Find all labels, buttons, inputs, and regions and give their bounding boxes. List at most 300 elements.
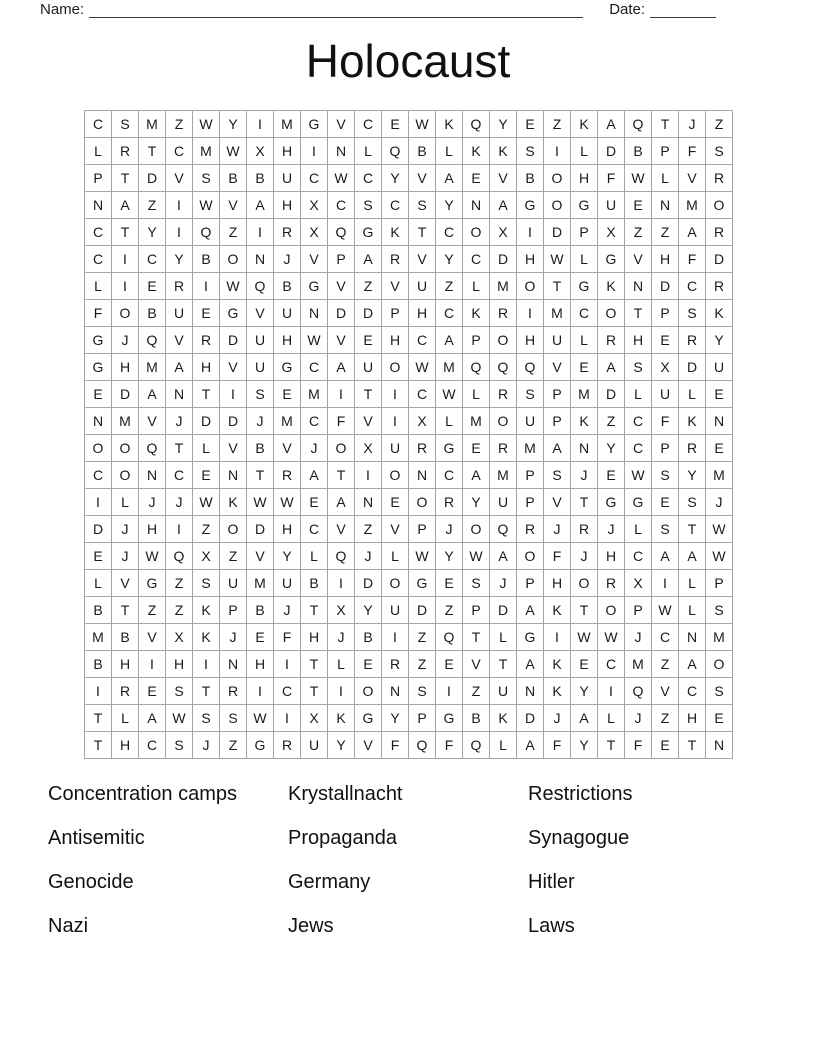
- grid-cell: F: [85, 300, 112, 327]
- grid-cell: B: [625, 138, 652, 165]
- grid-cell: V: [328, 111, 355, 138]
- grid-cell: T: [598, 732, 625, 759]
- grid-cell: J: [625, 624, 652, 651]
- grid-cell: A: [544, 435, 571, 462]
- grid-cell: C: [463, 246, 490, 273]
- grid-cell: V: [355, 408, 382, 435]
- grid-cell: S: [706, 678, 733, 705]
- grid-cell: G: [220, 300, 247, 327]
- grid-cell: C: [139, 246, 166, 273]
- grid-cell: Z: [652, 651, 679, 678]
- grid-cell: U: [220, 570, 247, 597]
- grid-cell: N: [301, 300, 328, 327]
- grid-cell: H: [652, 246, 679, 273]
- grid-cell: U: [490, 678, 517, 705]
- grid-cell: A: [598, 111, 625, 138]
- grid-cell: D: [139, 165, 166, 192]
- grid-cell: G: [85, 327, 112, 354]
- grid-cell: T: [355, 381, 382, 408]
- grid-cell: Q: [463, 354, 490, 381]
- grid-cell: Q: [625, 111, 652, 138]
- grid-cell: I: [166, 516, 193, 543]
- grid-cell: C: [301, 165, 328, 192]
- grid-cell: J: [166, 408, 193, 435]
- grid-cell: I: [220, 381, 247, 408]
- grid-row: [85, 300, 733, 327]
- grid-cell: O: [463, 219, 490, 246]
- grid-row: [85, 489, 733, 516]
- grid-cell: N: [625, 273, 652, 300]
- grid-cell: K: [544, 678, 571, 705]
- grid-cell: M: [517, 435, 544, 462]
- grid-cell: M: [463, 408, 490, 435]
- grid-cell: B: [247, 435, 274, 462]
- grid-cell: J: [220, 624, 247, 651]
- grid-cell: R: [679, 435, 706, 462]
- grid-cell: X: [247, 138, 274, 165]
- grid-cell: C: [355, 165, 382, 192]
- grid-cell: E: [706, 435, 733, 462]
- grid-cell: M: [112, 408, 139, 435]
- grid-row: [85, 678, 733, 705]
- grid-cell: J: [679, 111, 706, 138]
- grid-cell: T: [139, 138, 166, 165]
- grid-cell: O: [382, 570, 409, 597]
- grid-cell: V: [247, 300, 274, 327]
- grid-cell: B: [85, 597, 112, 624]
- grid-cell: L: [625, 516, 652, 543]
- grid-cell: T: [409, 219, 436, 246]
- grid-cell: I: [517, 300, 544, 327]
- grid-cell: P: [706, 570, 733, 597]
- grid-cell: R: [274, 462, 301, 489]
- grid-cell: D: [355, 570, 382, 597]
- grid-cell: D: [328, 300, 355, 327]
- grid-cell: R: [517, 516, 544, 543]
- grid-cell: A: [328, 354, 355, 381]
- grid-cell: D: [598, 381, 625, 408]
- grid-cell: U: [706, 354, 733, 381]
- grid-cell: K: [328, 705, 355, 732]
- grid-cell: C: [355, 111, 382, 138]
- word-bank-column: [528, 779, 768, 955]
- page-title: Holocaust: [305, 35, 511, 87]
- grid-cell: O: [382, 462, 409, 489]
- grid-cell: L: [598, 705, 625, 732]
- grid-cell: R: [112, 678, 139, 705]
- grid-cell: V: [382, 516, 409, 543]
- grid-cell: V: [409, 246, 436, 273]
- grid-cell: D: [112, 381, 139, 408]
- grid-cell: I: [382, 408, 409, 435]
- grid-cell: X: [355, 435, 382, 462]
- grid-cell: I: [598, 678, 625, 705]
- grid-cell: R: [409, 435, 436, 462]
- grid-cell: J: [301, 435, 328, 462]
- grid-cell: A: [517, 732, 544, 759]
- grid-cell: S: [247, 381, 274, 408]
- grid-row: [85, 570, 733, 597]
- grid-cell: M: [85, 624, 112, 651]
- grid-cell: I: [274, 651, 301, 678]
- grid-cell: Y: [328, 732, 355, 759]
- grid-cell: M: [274, 408, 301, 435]
- grid-cell: R: [112, 138, 139, 165]
- grid-cell: C: [625, 543, 652, 570]
- grid-cell: C: [679, 678, 706, 705]
- grid-cell: L: [436, 138, 463, 165]
- grid-cell: Q: [517, 354, 544, 381]
- grid-cell: L: [382, 543, 409, 570]
- grid-cell: D: [517, 705, 544, 732]
- word-search-grid-body: [85, 111, 733, 759]
- grid-cell: C: [85, 219, 112, 246]
- grid-cell: U: [517, 408, 544, 435]
- grid-cell: V: [139, 408, 166, 435]
- grid-cell: E: [706, 705, 733, 732]
- grid-cell: A: [139, 381, 166, 408]
- grid-cell: I: [247, 678, 274, 705]
- word-bank-item: Nazi: [48, 915, 89, 937]
- word-bank-item: Concentration camps: [48, 783, 237, 805]
- grid-cell: J: [355, 543, 382, 570]
- grid-cell: O: [706, 651, 733, 678]
- grid-cell: J: [328, 624, 355, 651]
- grid-cell: F: [544, 543, 571, 570]
- grid-cell: I: [166, 219, 193, 246]
- grid-cell: V: [625, 246, 652, 273]
- grid-cell: V: [328, 273, 355, 300]
- grid-cell: P: [328, 246, 355, 273]
- grid-cell: K: [544, 597, 571, 624]
- grid-cell: P: [85, 165, 112, 192]
- grid-cell: J: [139, 489, 166, 516]
- grid-cell: Q: [436, 624, 463, 651]
- grid-cell: M: [436, 354, 463, 381]
- grid-cell: T: [490, 651, 517, 678]
- grid-cell: V: [166, 327, 193, 354]
- grid-cell: U: [247, 354, 274, 381]
- grid-cell: M: [625, 651, 652, 678]
- grid-cell: K: [598, 273, 625, 300]
- name-label: Name:: [40, 1, 85, 18]
- grid-cell: P: [652, 138, 679, 165]
- grid-row: [85, 381, 733, 408]
- grid-cell: K: [490, 705, 517, 732]
- grid-cell: B: [517, 165, 544, 192]
- grid-cell: O: [112, 300, 139, 327]
- word-bank-item: Genocide: [48, 871, 134, 893]
- grid-cell: F: [544, 732, 571, 759]
- grid-cell: E: [382, 111, 409, 138]
- grid-cell: B: [112, 624, 139, 651]
- grid-cell: P: [382, 300, 409, 327]
- grid-cell: C: [301, 516, 328, 543]
- grid-cell: W: [193, 192, 220, 219]
- grid-cell: A: [301, 462, 328, 489]
- grid-cell: L: [652, 165, 679, 192]
- grid-cell: N: [328, 138, 355, 165]
- grid-cell: V: [328, 516, 355, 543]
- grid-cell: Z: [355, 516, 382, 543]
- grid-cell: Z: [355, 273, 382, 300]
- word-bank-item: Synagogue: [528, 827, 630, 849]
- grid-cell: D: [490, 597, 517, 624]
- grid-cell: L: [463, 381, 490, 408]
- grid-cell: Z: [652, 705, 679, 732]
- grid-cell: B: [301, 570, 328, 597]
- grid-cell: S: [193, 570, 220, 597]
- grid-cell: O: [517, 273, 544, 300]
- grid-cell: L: [625, 381, 652, 408]
- grid-cell: W: [409, 354, 436, 381]
- grid-cell: Q: [463, 111, 490, 138]
- grid-cell: H: [112, 354, 139, 381]
- grid-cell: C: [436, 219, 463, 246]
- grid-cell: U: [301, 732, 328, 759]
- grid-cell: T: [112, 597, 139, 624]
- grid-cell: N: [247, 246, 274, 273]
- grid-cell: J: [112, 516, 139, 543]
- grid-cell: J: [544, 516, 571, 543]
- grid-cell: D: [85, 516, 112, 543]
- grid-cell: F: [382, 732, 409, 759]
- grid-cell: R: [274, 732, 301, 759]
- grid-cell: P: [625, 597, 652, 624]
- grid-cell: Q: [166, 543, 193, 570]
- grid-cell: Y: [382, 165, 409, 192]
- grid-cell: L: [571, 246, 598, 273]
- grid-cell: L: [463, 273, 490, 300]
- grid-cell: T: [679, 516, 706, 543]
- grid-cell: G: [409, 570, 436, 597]
- grid-cell: R: [598, 327, 625, 354]
- grid-cell: H: [571, 165, 598, 192]
- grid-cell: E: [598, 462, 625, 489]
- grid-cell: T: [112, 219, 139, 246]
- grid-cell: Z: [409, 624, 436, 651]
- grid-cell: P: [220, 597, 247, 624]
- grid-cell: J: [598, 516, 625, 543]
- grid-cell: W: [247, 489, 274, 516]
- grid-cell: V: [679, 165, 706, 192]
- grid-cell: S: [193, 705, 220, 732]
- grid-cell: A: [679, 543, 706, 570]
- grid-cell: M: [544, 300, 571, 327]
- word-bank-item: Propaganda: [288, 827, 397, 849]
- grid-cell: B: [220, 165, 247, 192]
- word-search-grid: [84, 110, 733, 759]
- grid-cell: X: [301, 705, 328, 732]
- grid-cell: U: [274, 300, 301, 327]
- grid-cell: B: [139, 300, 166, 327]
- grid-cell: W: [706, 543, 733, 570]
- grid-cell: G: [436, 705, 463, 732]
- grid-cell: V: [301, 246, 328, 273]
- grid-cell: P: [652, 435, 679, 462]
- grid-cell: E: [355, 327, 382, 354]
- grid-cell: Y: [490, 111, 517, 138]
- grid-cell: G: [355, 705, 382, 732]
- grid-cell: B: [409, 138, 436, 165]
- grid-cell: V: [382, 273, 409, 300]
- grid-cell: R: [706, 165, 733, 192]
- grid-cell: R: [490, 381, 517, 408]
- grid-cell: R: [490, 435, 517, 462]
- grid-cell: T: [112, 165, 139, 192]
- grid-cell: N: [85, 192, 112, 219]
- grid-cell: R: [166, 273, 193, 300]
- grid-cell: W: [409, 543, 436, 570]
- grid-cell: J: [112, 543, 139, 570]
- grid-cell: D: [220, 408, 247, 435]
- grid-cell: O: [85, 435, 112, 462]
- grid-cell: T: [301, 678, 328, 705]
- grid-cell: A: [436, 327, 463, 354]
- grid-cell: N: [652, 192, 679, 219]
- grid-cell: J: [571, 543, 598, 570]
- grid-cell: N: [85, 408, 112, 435]
- grid-cell: E: [85, 543, 112, 570]
- word-bank-column: [288, 779, 528, 955]
- grid-cell: C: [625, 408, 652, 435]
- grid-cell: H: [382, 327, 409, 354]
- grid-cell: T: [193, 381, 220, 408]
- grid-cell: U: [355, 354, 382, 381]
- grid-cell: E: [274, 381, 301, 408]
- grid-cell: A: [463, 462, 490, 489]
- grid-cell: Q: [193, 219, 220, 246]
- grid-cell: K: [220, 489, 247, 516]
- grid-cell: I: [301, 138, 328, 165]
- grid-cell: I: [544, 138, 571, 165]
- grid-cell: K: [463, 300, 490, 327]
- grid-cell: A: [679, 219, 706, 246]
- grid-cell: S: [706, 597, 733, 624]
- grid-cell: T: [193, 678, 220, 705]
- grid-cell: K: [193, 624, 220, 651]
- grid-cell: H: [139, 516, 166, 543]
- grid-cell: K: [571, 408, 598, 435]
- grid-cell: S: [355, 192, 382, 219]
- grid-cell: A: [436, 165, 463, 192]
- grid-cell: J: [706, 489, 733, 516]
- grid-cell: L: [571, 327, 598, 354]
- grid-cell: I: [652, 570, 679, 597]
- grid-cell: E: [652, 489, 679, 516]
- grid-cell: R: [706, 219, 733, 246]
- grid-cell: Z: [193, 516, 220, 543]
- grid-cell: B: [355, 624, 382, 651]
- grid-cell: Q: [490, 354, 517, 381]
- grid-cell: V: [544, 354, 571, 381]
- grid-cell: U: [382, 597, 409, 624]
- grid-cell: Y: [706, 327, 733, 354]
- grid-cell: P: [517, 489, 544, 516]
- grid-cell: Q: [409, 732, 436, 759]
- grid-cell: T: [328, 462, 355, 489]
- grid-cell: H: [625, 327, 652, 354]
- grid-cell: A: [112, 192, 139, 219]
- grid-cell: T: [301, 651, 328, 678]
- grid-cell: G: [571, 192, 598, 219]
- grid-cell: C: [328, 192, 355, 219]
- grid-cell: U: [247, 327, 274, 354]
- grid-cell: Z: [409, 651, 436, 678]
- grid-cell: T: [571, 597, 598, 624]
- grid-cell: O: [517, 543, 544, 570]
- header-row: [40, 1, 740, 18]
- grid-cell: A: [517, 597, 544, 624]
- grid-cell: L: [679, 597, 706, 624]
- grid-cell: I: [112, 246, 139, 273]
- grid-cell: P: [463, 597, 490, 624]
- grid-cell: G: [598, 489, 625, 516]
- grid-cell: W: [247, 705, 274, 732]
- grid-cell: V: [247, 543, 274, 570]
- grid-cell: M: [193, 138, 220, 165]
- grid-cell: V: [652, 678, 679, 705]
- grid-cell: C: [598, 651, 625, 678]
- grid-cell: R: [679, 327, 706, 354]
- grid-cell: L: [301, 543, 328, 570]
- grid-row: [85, 165, 733, 192]
- grid-cell: M: [274, 111, 301, 138]
- grid-cell: V: [220, 435, 247, 462]
- grid-cell: V: [409, 165, 436, 192]
- grid-row: [85, 273, 733, 300]
- grid-cell: Q: [490, 516, 517, 543]
- grid-row: [85, 192, 733, 219]
- grid-cell: B: [463, 705, 490, 732]
- grid-cell: L: [490, 624, 517, 651]
- grid-cell: Z: [166, 570, 193, 597]
- grid-cell: N: [706, 408, 733, 435]
- grid-cell: T: [652, 111, 679, 138]
- grid-cell: P: [652, 300, 679, 327]
- grid-cell: X: [166, 624, 193, 651]
- grid-cell: H: [166, 651, 193, 678]
- grid-cell: I: [193, 651, 220, 678]
- grid-cell: W: [193, 111, 220, 138]
- grid-row: [85, 651, 733, 678]
- grid-row: [85, 354, 733, 381]
- grid-cell: G: [598, 246, 625, 273]
- grid-cell: S: [193, 165, 220, 192]
- grid-cell: G: [247, 732, 274, 759]
- grid-cell: S: [409, 678, 436, 705]
- grid-cell: Z: [139, 192, 166, 219]
- grid-cell: S: [166, 678, 193, 705]
- grid-cell: W: [706, 516, 733, 543]
- name-blank-line: [89, 2, 583, 18]
- grid-cell: J: [112, 327, 139, 354]
- grid-row: [85, 732, 733, 759]
- grid-cell: Z: [652, 219, 679, 246]
- grid-cell: A: [490, 543, 517, 570]
- grid-cell: Y: [571, 732, 598, 759]
- grid-cell: A: [490, 192, 517, 219]
- grid-cell: P: [571, 219, 598, 246]
- grid-cell: E: [85, 381, 112, 408]
- grid-cell: M: [490, 273, 517, 300]
- grid-cell: M: [571, 381, 598, 408]
- grid-row: [85, 543, 733, 570]
- grid-cell: I: [328, 381, 355, 408]
- word-bank-column: [48, 779, 288, 955]
- grid-cell: G: [517, 192, 544, 219]
- grid-cell: R: [274, 219, 301, 246]
